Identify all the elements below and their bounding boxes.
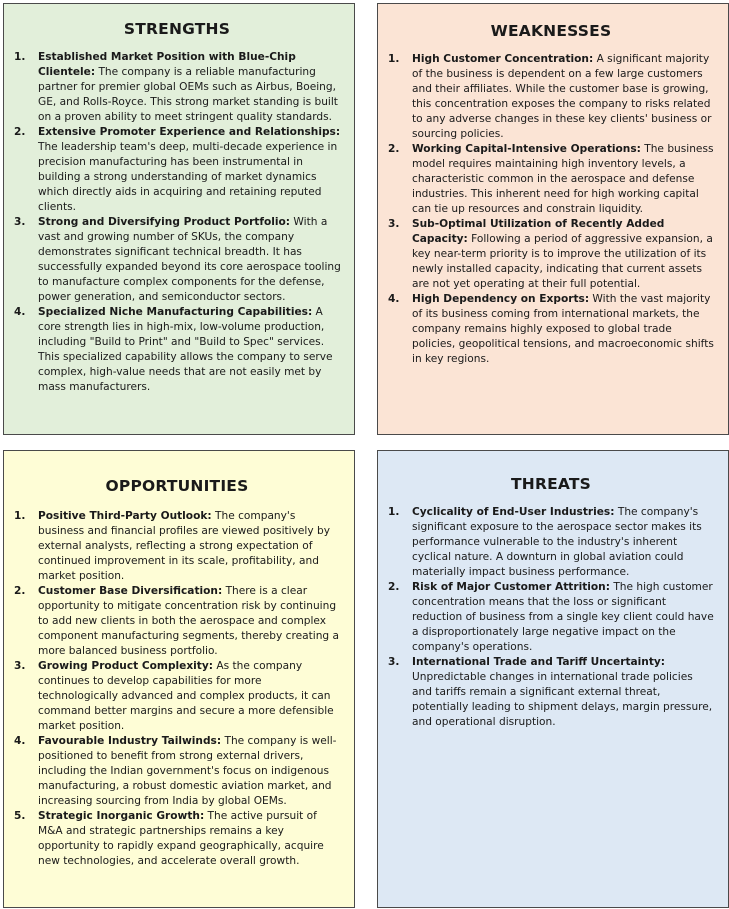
strengths-title: STRENGTHS — [123, 20, 231, 38]
item-number: 3. — [14, 216, 26, 228]
item-text: The business model requires maintaining high inventory levels, a characteristic common in the aerospace and defense industries. This inherent need for high working capital can tie up resources and constrain liquidity. — [412, 143, 714, 215]
item-number: 1. — [388, 53, 400, 65]
threats-list — [386, 505, 716, 730]
item-number: 3. — [388, 218, 400, 230]
item-heading: Favourable Industry Tailwinds: — [38, 735, 222, 747]
item-heading: High Customer Concentration: — [412, 53, 594, 65]
weaknesses-title: WEAKNESSES — [490, 22, 612, 40]
item-text: Following a period of aggressive expansion, a key near-term priority is to improve the utilization of its newly installed capacity, indicating that current assets are not yet operating at their full potential. — [412, 233, 713, 290]
list-item — [386, 142, 716, 217]
item-body — [38, 734, 342, 809]
item-number: 1. — [14, 510, 26, 522]
list-item — [386, 217, 716, 292]
list-item — [386, 505, 716, 580]
item-body — [38, 305, 342, 395]
opportunities-list — [12, 509, 342, 869]
item-text: The leadership team's deep, multi-decade experience in precision manufacturing has been instrumental in building a strong understanding of market dynamics which directly aids in acquiring and retaining reputed clients. — [38, 141, 338, 213]
item-number: 3. — [14, 660, 26, 672]
item-number: 4. — [388, 293, 400, 305]
item-number: 4. — [14, 735, 26, 747]
item-number: 3. — [388, 656, 400, 668]
item-text: As the company continues to develop capabilities for more technologically advanced and complex products, it can command better margins and secure a more defensible market position. — [38, 660, 334, 732]
weaknesses-quadrant — [377, 3, 729, 435]
opportunities-quadrant — [3, 450, 355, 908]
weaknesses-list — [386, 52, 716, 367]
item-body — [412, 52, 716, 142]
item-text: With a vast and growing number of SKUs, the company demonstrates significant technical breadth. It has successfully expanded beyond its core aerospace tooling to manufacture complex components for the defense, power generation, and semiconductor sectors. — [38, 216, 341, 303]
item-text: A significant majority of the business is dependent on a few large customers and their affiliates. While the customer base is growing, this concentration exposes the company to risks related to any adverse changes in these key clients' business or sourcing policies. — [412, 53, 712, 140]
item-heading: Positive Third-Party Outlook: — [38, 510, 212, 522]
item-heading: Sub-Optimal Utilization of Recently Added Capacity: — [412, 218, 665, 245]
item-number: 2. — [388, 581, 400, 593]
item-text: The company's significant exposure to the aerospace sector makes its performance vulnerable to the industry's inherent cyclical nature. A downturn in global aviation could materially impact business performance. — [412, 506, 702, 578]
item-text: The company is a reliable manufacturing partner for premier global OEMs such as Airbus, Boeing, GE, and Rolls-Royce. This strong market standing is built on a proven ability to meet stringent quality standards. — [38, 66, 338, 123]
item-body — [412, 580, 716, 655]
list-item — [386, 292, 716, 367]
item-number: 4. — [14, 306, 26, 318]
item-number: 5. — [14, 810, 26, 822]
list-item — [386, 580, 716, 655]
item-heading: Customer Base Diversification: — [38, 585, 223, 597]
item-number: 2. — [14, 585, 26, 597]
item-body — [38, 809, 342, 869]
item-text: The high customer concentration means that the loss or significant reduction of business from a single key client could have a disproportionately large negative impact on the company's operations. — [412, 581, 714, 653]
item-heading: Risk of Major Customer Attrition: — [412, 581, 610, 593]
item-body — [38, 50, 342, 125]
list-item — [386, 655, 716, 730]
item-text: Unpredictable changes in international trade policies and tariffs remain a significant external threat, potentially leading to shipment delays, margin pressure, and operational disruption. — [412, 671, 713, 728]
item-text: The company is well-positioned to benefit from strong external drivers, including the Indian government's focus on indigenous manufacturing, a robust domestic aviation market, and increasing sourcing from India by global OEMs. — [38, 735, 337, 807]
item-body — [412, 142, 716, 217]
item-body — [38, 584, 342, 659]
item-number: 2. — [388, 143, 400, 155]
item-heading: Extensive Promoter Experience and Relationships: — [38, 126, 341, 138]
list-item — [12, 305, 342, 395]
item-number: 1. — [14, 51, 26, 63]
item-body — [412, 505, 716, 580]
item-heading: International Trade and Tariff Uncertainty: — [412, 656, 666, 668]
threats-title: THREATS — [511, 475, 591, 493]
item-body — [412, 292, 716, 367]
list-item — [12, 584, 342, 659]
strengths-list — [12, 50, 342, 395]
item-number: 1. — [388, 506, 400, 518]
item-body — [412, 217, 716, 292]
list-item — [12, 50, 342, 125]
item-text: There is a clear opportunity to mitigate concentration risk by continuing to add new clients in both the aerospace and complex component manufacturing segments, thereby creating a more balanced business portfolio. — [38, 585, 340, 657]
item-number: 2. — [14, 126, 26, 138]
item-text: With the vast majority of its business coming from international markets, the company remains highly exposed to global trade policies, geopolitical tensions, and macroeconomic shifts in key regions. — [412, 293, 714, 365]
threats-quadrant — [377, 450, 729, 908]
item-body — [38, 215, 342, 305]
item-heading: Strategic Inorganic Growth: — [38, 810, 205, 822]
item-heading: Specialized Niche Manufacturing Capabilities: — [38, 306, 313, 318]
item-body — [412, 655, 716, 730]
list-item — [12, 659, 342, 734]
item-heading: High Dependency on Exports: — [412, 293, 590, 305]
strengths-quadrant — [3, 3, 355, 435]
opportunities-title: OPPORTUNITIES — [105, 477, 249, 495]
item-heading: Established Market Position with Blue-Chip Clientele: — [38, 51, 296, 78]
item-heading: Cyclicality of End-User Industries: — [412, 506, 615, 518]
list-item — [12, 809, 342, 869]
item-heading: Working Capital-Intensive Operations: — [412, 143, 641, 155]
item-body — [38, 659, 342, 734]
item-text: The active pursuit of M&A and strategic partnerships remains a key opportunity to rapidly expand geographically, acquire new technologies, and accelerate overall growth. — [38, 810, 324, 867]
item-body — [38, 509, 342, 584]
item-text: The company's business and financial profiles are viewed positively by external analysts, reflecting a strong expectation of continued improvement in its scale, profitability, and market position. — [38, 510, 330, 582]
item-heading: Growing Product Complexity: — [38, 660, 214, 672]
list-item — [12, 734, 342, 809]
list-item — [386, 52, 716, 142]
item-body — [38, 125, 342, 215]
list-item — [12, 125, 342, 215]
item-text: A core strength lies in high-mix, low-volume production, including "Build to Print" and "Build to Spec" services. This specialized capability allows the company to serve complex, high-value needs that are not easily met by mass manufacturers. — [38, 306, 333, 393]
list-item — [12, 509, 342, 584]
item-heading: Strong and Diversifying Product Portfolio: — [38, 216, 291, 228]
list-item — [12, 215, 342, 305]
